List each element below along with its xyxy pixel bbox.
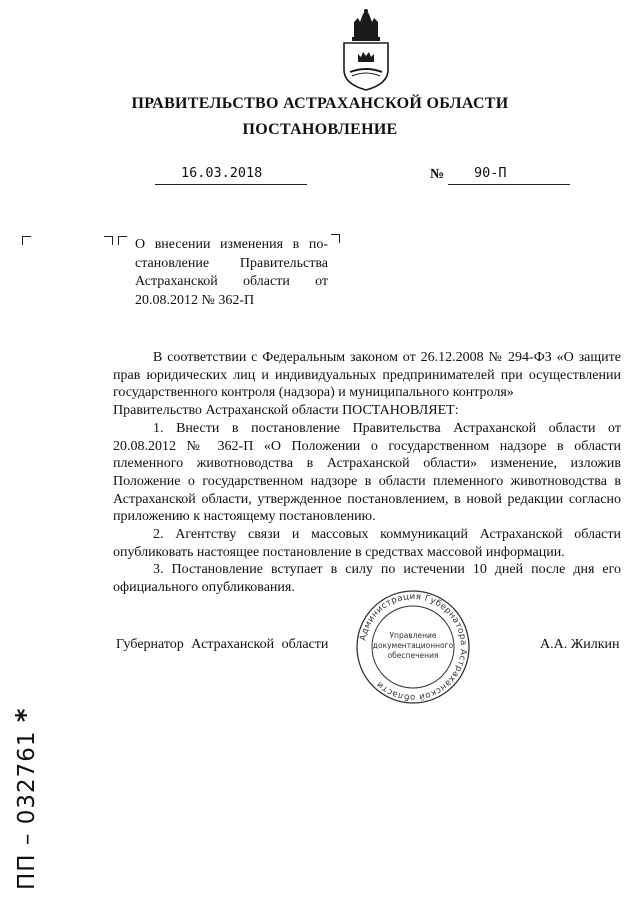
registration-number: ПП – 032761: [14, 730, 40, 890]
date-field: [155, 164, 307, 185]
document-subject: [135, 236, 328, 310]
item-paragraph: 1. Внести в постановление Правительства Астраханской области от 20.08.2012 № 362-П «О Положении о государственном надзоре в области племенного животноводства в Астраханской области» изменение, изложив Положение о государственном надзоре в области племенного животноводства в Астраханской области, утвержденное постановлением, в новой редакции согласно приложению к настоящему постановлению.: [113, 420, 621, 525]
stamp-inner-line: обеспечения: [387, 651, 439, 660]
item-paragraph: 3. Постановление вступает в силу по истечении 10 дней после дня его официального опубликования.: [113, 562, 621, 596]
star-mark: *: [11, 707, 41, 723]
item-paragraph: 2. Агентству связи и массовых коммуникаций Астраханской области опубликовать настоящее постановление в средствах массовой информации.: [113, 527, 621, 560]
registration-code: [6, 700, 46, 890]
document-kind: ПОСТАНОВЛЕНИЕ: [242, 121, 398, 138]
corner-mark-right: [331, 234, 340, 243]
document-body: [113, 349, 621, 597]
document-number: 90-П: [474, 165, 507, 181]
subject-line: 20.08.2012 № 362-П: [135, 292, 255, 308]
corner-mark-left: [22, 236, 31, 245]
subject-line: О внесении изменения в по-: [135, 237, 328, 252]
stamp-inner-line: Управление: [389, 631, 437, 640]
signer-name: А.А. Жилкин: [540, 637, 620, 652]
stamp-inner-line: документационного: [372, 641, 454, 650]
number-sign: №: [430, 167, 445, 182]
number-field: [448, 164, 570, 185]
corner-mark-mid-right: [118, 236, 127, 245]
stamp-outer-text: Администрация Губернатора Астраханской области: [358, 591, 469, 703]
coat-of-arms-icon: [336, 8, 396, 92]
preamble-paragraph: В соответствии с Федеральным законом от 26.12.2008 № 294-ФЗ «О защите прав юридических лиц и индивидуальных предпринимателей при осуществлении государственного контроля (надзора) и муниципального контроля»: [113, 350, 621, 401]
corner-mark-mid-left: [104, 236, 113, 245]
document-date: 16.03.2018: [181, 165, 263, 181]
official-stamp: [354, 588, 472, 706]
resolves-line: Правительство Астраханской области ПОСТАНОВЛЯЕТ:: [113, 403, 459, 419]
subject-line: Астраханской области от: [135, 274, 328, 289]
organization-title: ПРАВИТЕЛЬСТВО АСТРАХАНСКОЙ ОБЛАСТИ: [131, 95, 509, 112]
signer-position: Губернатор Астраханской области: [116, 637, 329, 652]
subject-line: становление Правительства: [135, 255, 328, 271]
